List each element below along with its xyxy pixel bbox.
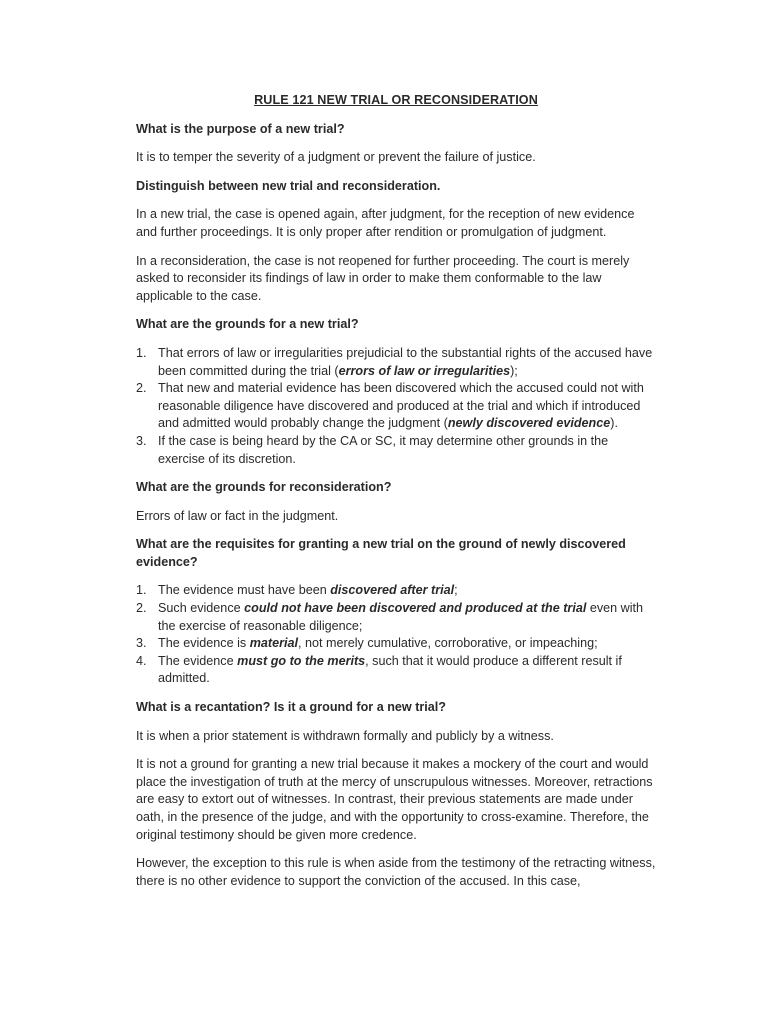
- list-item-emphasis: newly discovered evidence: [447, 416, 611, 431]
- list-item-text: , not merely cumulative, corroborative, or impeaching;: [298, 636, 598, 651]
- list-item-number: 2.: [136, 601, 147, 616]
- document-title: RULE 121 NEW TRIAL OR RECONSIDERATION: [254, 93, 538, 107]
- list-item-text: That new and material evidence has been discovered which the accused could not with reasonable diligence have discovered and produced at the trial and which if introduced and admitted would probably change the judgment (: [158, 381, 644, 431]
- list-item-number: 3.: [136, 636, 147, 651]
- answer-purpose-new-trial: It is to temper the severity of a judgment or prevent the failure of justice.: [136, 150, 536, 165]
- question-grounds-new-trial: What are the grounds for a new trial?: [136, 317, 359, 332]
- paragraph-recantation-definition: It is when a prior statement is withdrawn formally and publicly by a witness.: [136, 728, 554, 743]
- list-item-text: If the case is being heard by the CA or SC, it may determine other grounds in the exercise of its discretion.: [158, 433, 609, 466]
- list-item-number: 1.: [136, 583, 147, 598]
- list-item-text: ;: [454, 583, 458, 598]
- list-item-text: That errors of law or irregularities prejudicial to the substantial rights of the accused have been committed during the trial (: [158, 345, 653, 378]
- list-item: [136, 345, 656, 380]
- question-distinguish: Distinguish between new trial and reconsideration.: [136, 178, 441, 193]
- list-item: [136, 582, 656, 600]
- list-item-text: The evidence: [158, 653, 238, 668]
- list-item: [136, 380, 656, 433]
- list-item-text: ).: [610, 416, 618, 431]
- list-item-number: 3.: [136, 433, 147, 448]
- paragraph-recantation-exception: However, the exception to this rule is when aside from the testimony of the retracting witness, there is no other evidence to support the conviction of the accused. In this case,: [136, 856, 656, 888]
- paragraph-recantation-rule: It is not a ground for granting a new trial because it makes a mockery of the court and would place the investigation of truth at the mercy of unscrupulous witnesses. Moreover, retractions are easy to extort out of witnesses. In contrast, their previous statements are made under oath, in the presence of the judge, and with the opportunity to cross-examine. Therefore, the original testimony should be given more credence.: [136, 757, 653, 842]
- paragraph-new-trial-definition: In a new trial, the case is opened again, after judgment, for the reception of new evidence and further proceedings. It is only proper after rendition or promulgation of judgment.: [136, 207, 635, 239]
- list-requisites: [136, 582, 656, 688]
- paragraph-reconsideration-definition: In a reconsideration, the case is not reopened for further proceeding. The court is merely asked to reconsider its findings of law in order to make them conformable to the law applicable to the case.: [136, 253, 630, 303]
- list-item-emphasis: material: [249, 636, 299, 651]
- list-item-emphasis: must go to the merits: [237, 653, 366, 668]
- list-item: [136, 600, 656, 635]
- list-item-emphasis: discovered after trial: [330, 583, 455, 598]
- list-item-emphasis: could not have been discovered and produced at the trial: [244, 601, 587, 616]
- list-item-number: 2.: [136, 381, 147, 396]
- question-grounds-reconsideration: What are the grounds for reconsideration?: [136, 480, 392, 495]
- question-recantation: What is a recantation? Is it a ground for a new trial?: [136, 700, 446, 715]
- list-item-text: even with the exercise of reasonable diligence;: [158, 601, 644, 633]
- list-item: [136, 635, 656, 653]
- answer-grounds-reconsideration: Errors of law or fact in the judgment.: [136, 508, 339, 523]
- list-item-text: Such evidence: [158, 601, 245, 616]
- list-grounds-new-trial: [136, 345, 656, 468]
- list-item: [136, 653, 656, 688]
- list-item-text: , such that it would produce a different result if admitted.: [158, 653, 622, 686]
- list-item: [136, 433, 656, 468]
- list-item-text: The evidence must have been: [158, 583, 331, 598]
- list-item-text: );: [510, 363, 518, 378]
- list-item-emphasis: errors of law or irregularities: [338, 363, 511, 378]
- question-purpose-new-trial: What is the purpose of a new trial?: [136, 121, 345, 136]
- list-item-number: 4.: [136, 653, 147, 668]
- question-requisites: What are the requisites for granting a new trial on the ground of newly discovered evidence?: [136, 537, 626, 569]
- document-page: [136, 92, 656, 901]
- list-item-number: 1.: [136, 345, 147, 360]
- list-item-text: The evidence is: [158, 636, 250, 651]
